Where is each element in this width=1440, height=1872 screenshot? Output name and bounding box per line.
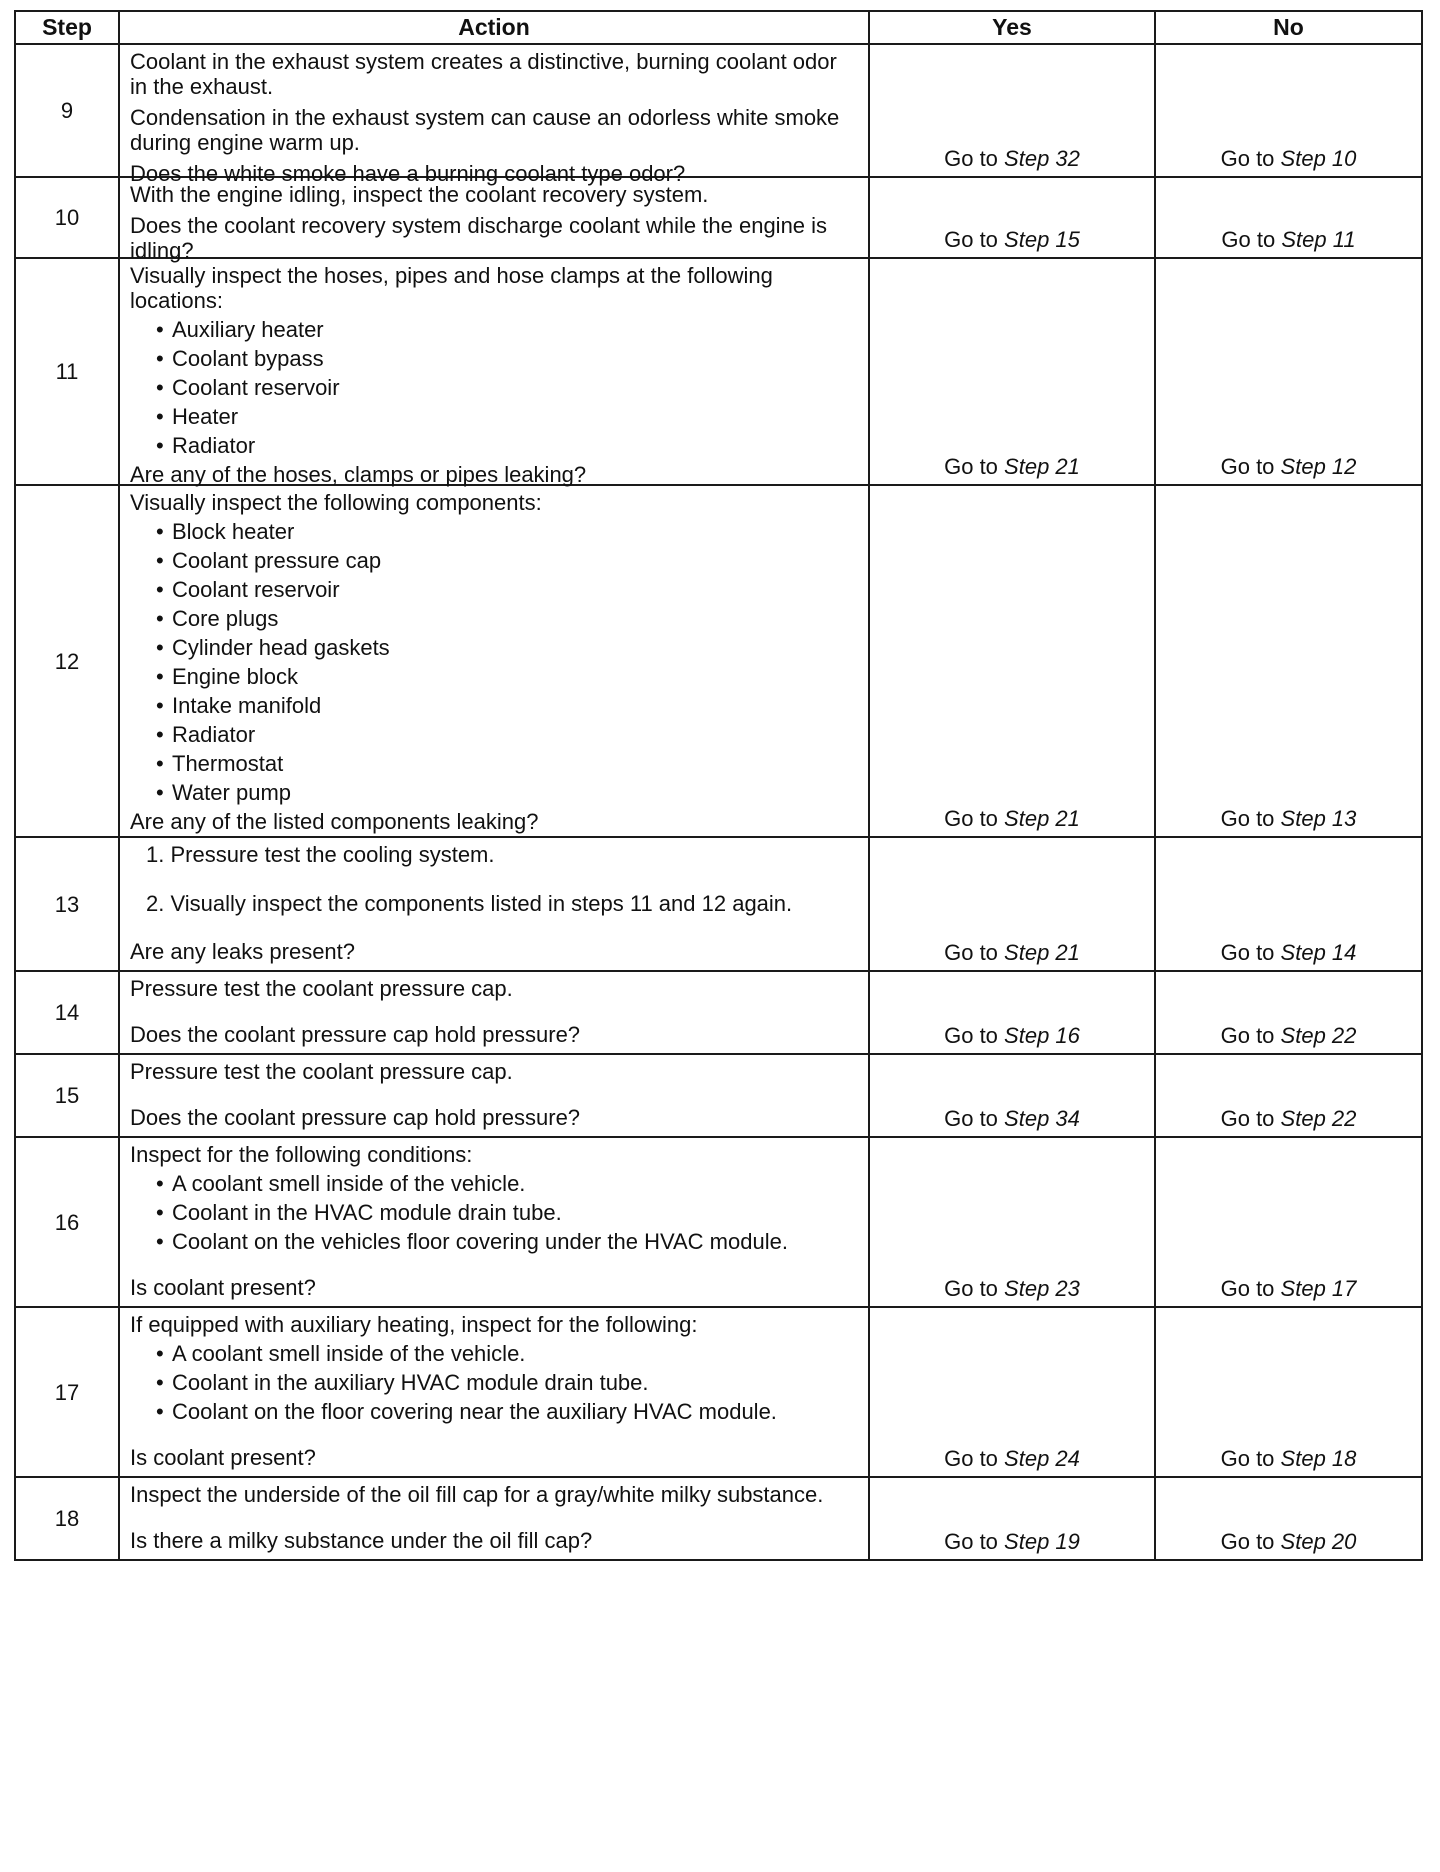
no-cell	[1155, 485, 1422, 837]
bullet-text: A coolant smell inside of the vehicle.	[172, 1341, 526, 1366]
yes-cell	[869, 1137, 1155, 1307]
go-to-prefix: Go to	[1220, 454, 1275, 479]
step-number: 10	[15, 177, 119, 258]
bullet-text: Thermostat	[172, 751, 284, 776]
action-cell	[119, 1054, 869, 1137]
table-row	[15, 1054, 1422, 1137]
action-question: Is coolant present?	[130, 1275, 316, 1300]
go-to-step: Step 22	[1280, 1106, 1357, 1131]
go-to-prefix: Go to	[1220, 806, 1275, 831]
action-cell	[119, 485, 869, 837]
header-no: No	[1155, 11, 1422, 44]
no-cell	[1155, 1307, 1422, 1477]
bullet-item	[130, 1341, 860, 1366]
go-to-prefix: Go to	[944, 1106, 998, 1131]
action-instructions	[130, 182, 860, 213]
bullet-item	[130, 780, 860, 805]
bullet-text: Coolant reservoir	[172, 577, 340, 602]
bullet-text: Coolant pressure cap	[172, 548, 382, 573]
action-paragraph: Inspect for the following conditions:	[130, 1142, 473, 1167]
step-number: 9	[15, 44, 119, 177]
bullet-text: A coolant smell inside of the vehicle.	[172, 1171, 526, 1196]
table-row	[15, 971, 1422, 1054]
go-to-step: Step 12	[1280, 454, 1357, 479]
go-to-step: Step 11	[1281, 227, 1356, 252]
bullet-item	[130, 722, 860, 747]
go-to-prefix: Go to	[944, 1529, 998, 1554]
bullet-item	[130, 664, 860, 689]
numbered-step: 2. Visually inspect the components listed in steps 11 and 12 again.	[146, 891, 793, 916]
go-to-step: Step 21	[1004, 454, 1080, 479]
action-question: Does the coolant recovery system discharge coolant while the engine is idling?	[130, 213, 828, 263]
no-cell	[1155, 1137, 1422, 1307]
go-to-yes-link[interactable]	[944, 227, 1080, 252]
numbered-step: 1. Pressure test the cooling system.	[146, 842, 495, 867]
table-row	[15, 1477, 1422, 1560]
action-instructions	[130, 1312, 860, 1428]
action-instructions	[130, 842, 860, 920]
bullet-text: Radiator	[172, 433, 256, 458]
action-paragraph: Pressure test the coolant pressure cap.	[130, 1059, 513, 1084]
table-row	[15, 44, 1422, 177]
no-cell	[1155, 44, 1422, 177]
action-question: Are any of the listed components leaking?	[130, 809, 539, 834]
diagnostic-table-sheet	[14, 10, 1421, 1561]
action-cell	[119, 1307, 869, 1477]
header-action: Action	[119, 11, 869, 44]
go-to-step: Step 13	[1280, 806, 1357, 831]
action-cell	[119, 258, 869, 485]
bullet-text: Cylinder head gaskets	[172, 635, 390, 660]
action-paragraph: Coolant in the exhaust system creates a distinctive, burning coolant odor in the exhaust.	[130, 49, 837, 99]
action-cell	[119, 44, 869, 186]
go-to-prefix: Go to	[944, 940, 998, 965]
bullet-item	[130, 1399, 860, 1424]
yes-cell	[869, 177, 1155, 258]
go-to-yes-link[interactable]	[944, 454, 1080, 479]
action-paragraph: With the engine idling, inspect the coolant recovery system.	[130, 182, 709, 207]
go-to-yes-link[interactable]	[944, 1106, 1080, 1131]
table-row	[15, 258, 1422, 485]
bullet-item	[130, 1370, 860, 1395]
go-to-step: Step 17	[1280, 1276, 1357, 1301]
go-to-step: Step 24	[1004, 1446, 1080, 1471]
action-instructions	[130, 490, 860, 809]
yes-cell	[869, 1477, 1155, 1560]
bullet-item	[130, 635, 860, 660]
action-cell	[119, 1477, 869, 1560]
go-to-step: Step 18	[1280, 1446, 1357, 1471]
go-to-prefix: Go to	[944, 227, 998, 252]
diagnostic-table	[14, 10, 1423, 1561]
action-question: Is coolant present?	[130, 1445, 316, 1470]
go-to-yes-link[interactable]	[944, 146, 1080, 171]
no-cell	[1155, 1054, 1422, 1137]
action-question: Does the coolant pressure cap hold pressure?	[130, 1105, 581, 1130]
step-number: 15	[15, 1054, 119, 1137]
go-to-no-link[interactable]	[1221, 1276, 1357, 1301]
action-instructions	[130, 49, 860, 161]
action-instructions	[130, 1142, 860, 1258]
table-row	[15, 837, 1422, 971]
bullet-item	[130, 606, 860, 631]
go-to-step: Step 10	[1280, 146, 1357, 171]
go-to-no-link[interactable]	[1221, 940, 1357, 965]
table-body	[15, 44, 1422, 1560]
yes-cell	[869, 971, 1155, 1054]
go-to-yes-link[interactable]	[944, 806, 1080, 831]
go-to-no-link[interactable]	[1221, 146, 1357, 171]
go-to-no-link[interactable]	[1221, 1023, 1357, 1048]
go-to-step: Step 16	[1004, 1023, 1080, 1048]
table-row	[15, 1307, 1422, 1477]
go-to-yes-link[interactable]	[944, 1529, 1080, 1554]
bullet-text: Coolant in the auxiliary HVAC module drain tube.	[172, 1370, 649, 1395]
go-to-step: Step 19	[1004, 1529, 1080, 1554]
no-cell	[1155, 971, 1422, 1054]
bullet-item	[130, 375, 860, 400]
bullet-item	[130, 577, 860, 602]
go-to-step: Step 21	[1004, 940, 1080, 965]
go-to-prefix: Go to	[944, 806, 998, 831]
bullet-text: Core plugs	[172, 606, 279, 631]
bullet-text: Engine block	[172, 664, 298, 689]
go-to-no-link[interactable]	[1221, 1446, 1357, 1471]
step-number: 11	[15, 258, 119, 485]
no-cell	[1155, 177, 1422, 258]
action-instructions	[130, 1059, 860, 1090]
action-question: Are any leaks present?	[130, 939, 356, 964]
bullet-item	[130, 519, 860, 544]
go-to-prefix: Go to	[1220, 1106, 1275, 1131]
go-to-step: Step 20	[1280, 1529, 1357, 1554]
go-to-no-link[interactable]	[1221, 454, 1357, 479]
step-number: 18	[15, 1477, 119, 1560]
bullet-item	[130, 346, 860, 371]
go-to-no-link[interactable]	[1221, 1529, 1357, 1554]
go-to-prefix: Go to	[1220, 146, 1275, 171]
step-number: 13	[15, 837, 119, 971]
yes-cell	[869, 837, 1155, 971]
go-to-step: Step 32	[1004, 146, 1080, 171]
action-instructions	[130, 976, 860, 1007]
go-to-no-link[interactable]	[1221, 1106, 1357, 1131]
bullet-item	[130, 404, 860, 429]
action-instructions	[130, 263, 860, 462]
go-to-no-link[interactable]	[1221, 806, 1357, 831]
table-row	[15, 485, 1422, 837]
no-cell	[1155, 837, 1422, 971]
bullet-text: Coolant on the vehicles floor covering under the HVAC module.	[172, 1229, 788, 1254]
action-paragraph: Pressure test the coolant pressure cap.	[130, 976, 513, 1001]
action-question: Does the white smoke have a burning coolant type odor?	[130, 161, 686, 186]
go-to-prefix: Go to	[944, 1023, 998, 1048]
bullet-text: Auxiliary heater	[172, 317, 324, 342]
bullet-text: Block heater	[172, 519, 295, 544]
go-to-no-link[interactable]	[1221, 227, 1355, 252]
yes-cell	[869, 1054, 1155, 1137]
bullet-item	[130, 693, 860, 718]
action-cell	[119, 837, 869, 971]
go-to-yes-link[interactable]	[944, 940, 1080, 965]
go-to-prefix: Go to	[1220, 1446, 1275, 1471]
go-to-step: Step 21	[1004, 806, 1080, 831]
action-paragraph: Inspect the underside of the oil fill cap for a gray/white milky substance.	[130, 1482, 824, 1507]
bullet-text: Heater	[172, 404, 239, 429]
action-question: Is there a milky substance under the oil fill cap?	[130, 1528, 593, 1553]
step-number: 16	[15, 1137, 119, 1307]
bullet-item	[130, 1171, 860, 1196]
action-paragraph: Visually inspect the hoses, pipes and hose clamps at the following locations:	[130, 263, 773, 313]
yes-cell	[869, 1307, 1155, 1477]
go-to-prefix: Go to	[944, 146, 998, 171]
bullet-text: Water pump	[172, 780, 292, 805]
go-to-prefix: Go to	[944, 1446, 998, 1471]
action-cell	[119, 971, 869, 1054]
go-to-step: Step 15	[1004, 227, 1080, 252]
go-to-prefix: Go to	[1220, 1529, 1275, 1554]
bullet-item	[130, 1200, 860, 1225]
action-paragraph: If equipped with auxiliary heating, inspect for the following:	[130, 1312, 698, 1337]
bullet-text: Radiator	[172, 722, 256, 747]
bullet-text: Coolant on the floor covering near the auxiliary HVAC module.	[172, 1399, 777, 1424]
action-question: Are any of the hoses, clamps or pipes leaking?	[130, 462, 587, 487]
bullet-item	[130, 1229, 860, 1254]
yes-cell	[869, 485, 1155, 837]
go-to-yes-link[interactable]	[944, 1276, 1080, 1301]
go-to-prefix: Go to	[1221, 227, 1276, 252]
bullet-item	[130, 548, 860, 573]
bullet-text: Intake manifold	[172, 693, 322, 718]
step-number: 17	[15, 1307, 119, 1477]
bullet-text: Coolant in the HVAC module drain tube.	[172, 1200, 562, 1225]
action-paragraph: Visually inspect the following components:	[130, 490, 542, 515]
step-number: 12	[15, 485, 119, 837]
go-to-prefix: Go to	[1220, 1023, 1275, 1048]
bullet-text: Coolant bypass	[172, 346, 324, 371]
go-to-prefix: Go to	[944, 454, 998, 479]
header-step: Step	[15, 11, 119, 44]
go-to-step: Step 14	[1280, 940, 1357, 965]
yes-cell	[869, 44, 1155, 177]
go-to-step: Step 22	[1280, 1023, 1357, 1048]
go-to-yes-link[interactable]	[944, 1023, 1080, 1048]
bullet-item	[130, 751, 860, 776]
go-to-prefix: Go to	[944, 1276, 998, 1301]
table-row	[15, 1137, 1422, 1307]
table-header-row	[15, 11, 1422, 44]
go-to-step: Step 34	[1004, 1106, 1080, 1131]
no-cell	[1155, 258, 1422, 485]
bullet-text: Coolant reservoir	[172, 375, 340, 400]
go-to-step: Step 23	[1004, 1276, 1080, 1301]
action-cell	[119, 1137, 869, 1307]
table-row	[15, 177, 1422, 258]
action-paragraph: Condensation in the exhaust system can cause an odorless white smoke during engine warm up.	[130, 105, 840, 155]
bullet-item	[130, 433, 860, 458]
yes-cell	[869, 258, 1155, 485]
go-to-prefix: Go to	[1220, 1276, 1275, 1301]
step-number: 14	[15, 971, 119, 1054]
go-to-yes-link[interactable]	[944, 1446, 1080, 1471]
action-cell	[119, 177, 869, 263]
action-question: Does the coolant pressure cap hold pressure?	[130, 1022, 581, 1047]
action-instructions	[130, 1482, 860, 1513]
go-to-prefix: Go to	[1220, 940, 1275, 965]
header-yes: Yes	[869, 11, 1155, 44]
bullet-item	[130, 317, 860, 342]
no-cell	[1155, 1477, 1422, 1560]
